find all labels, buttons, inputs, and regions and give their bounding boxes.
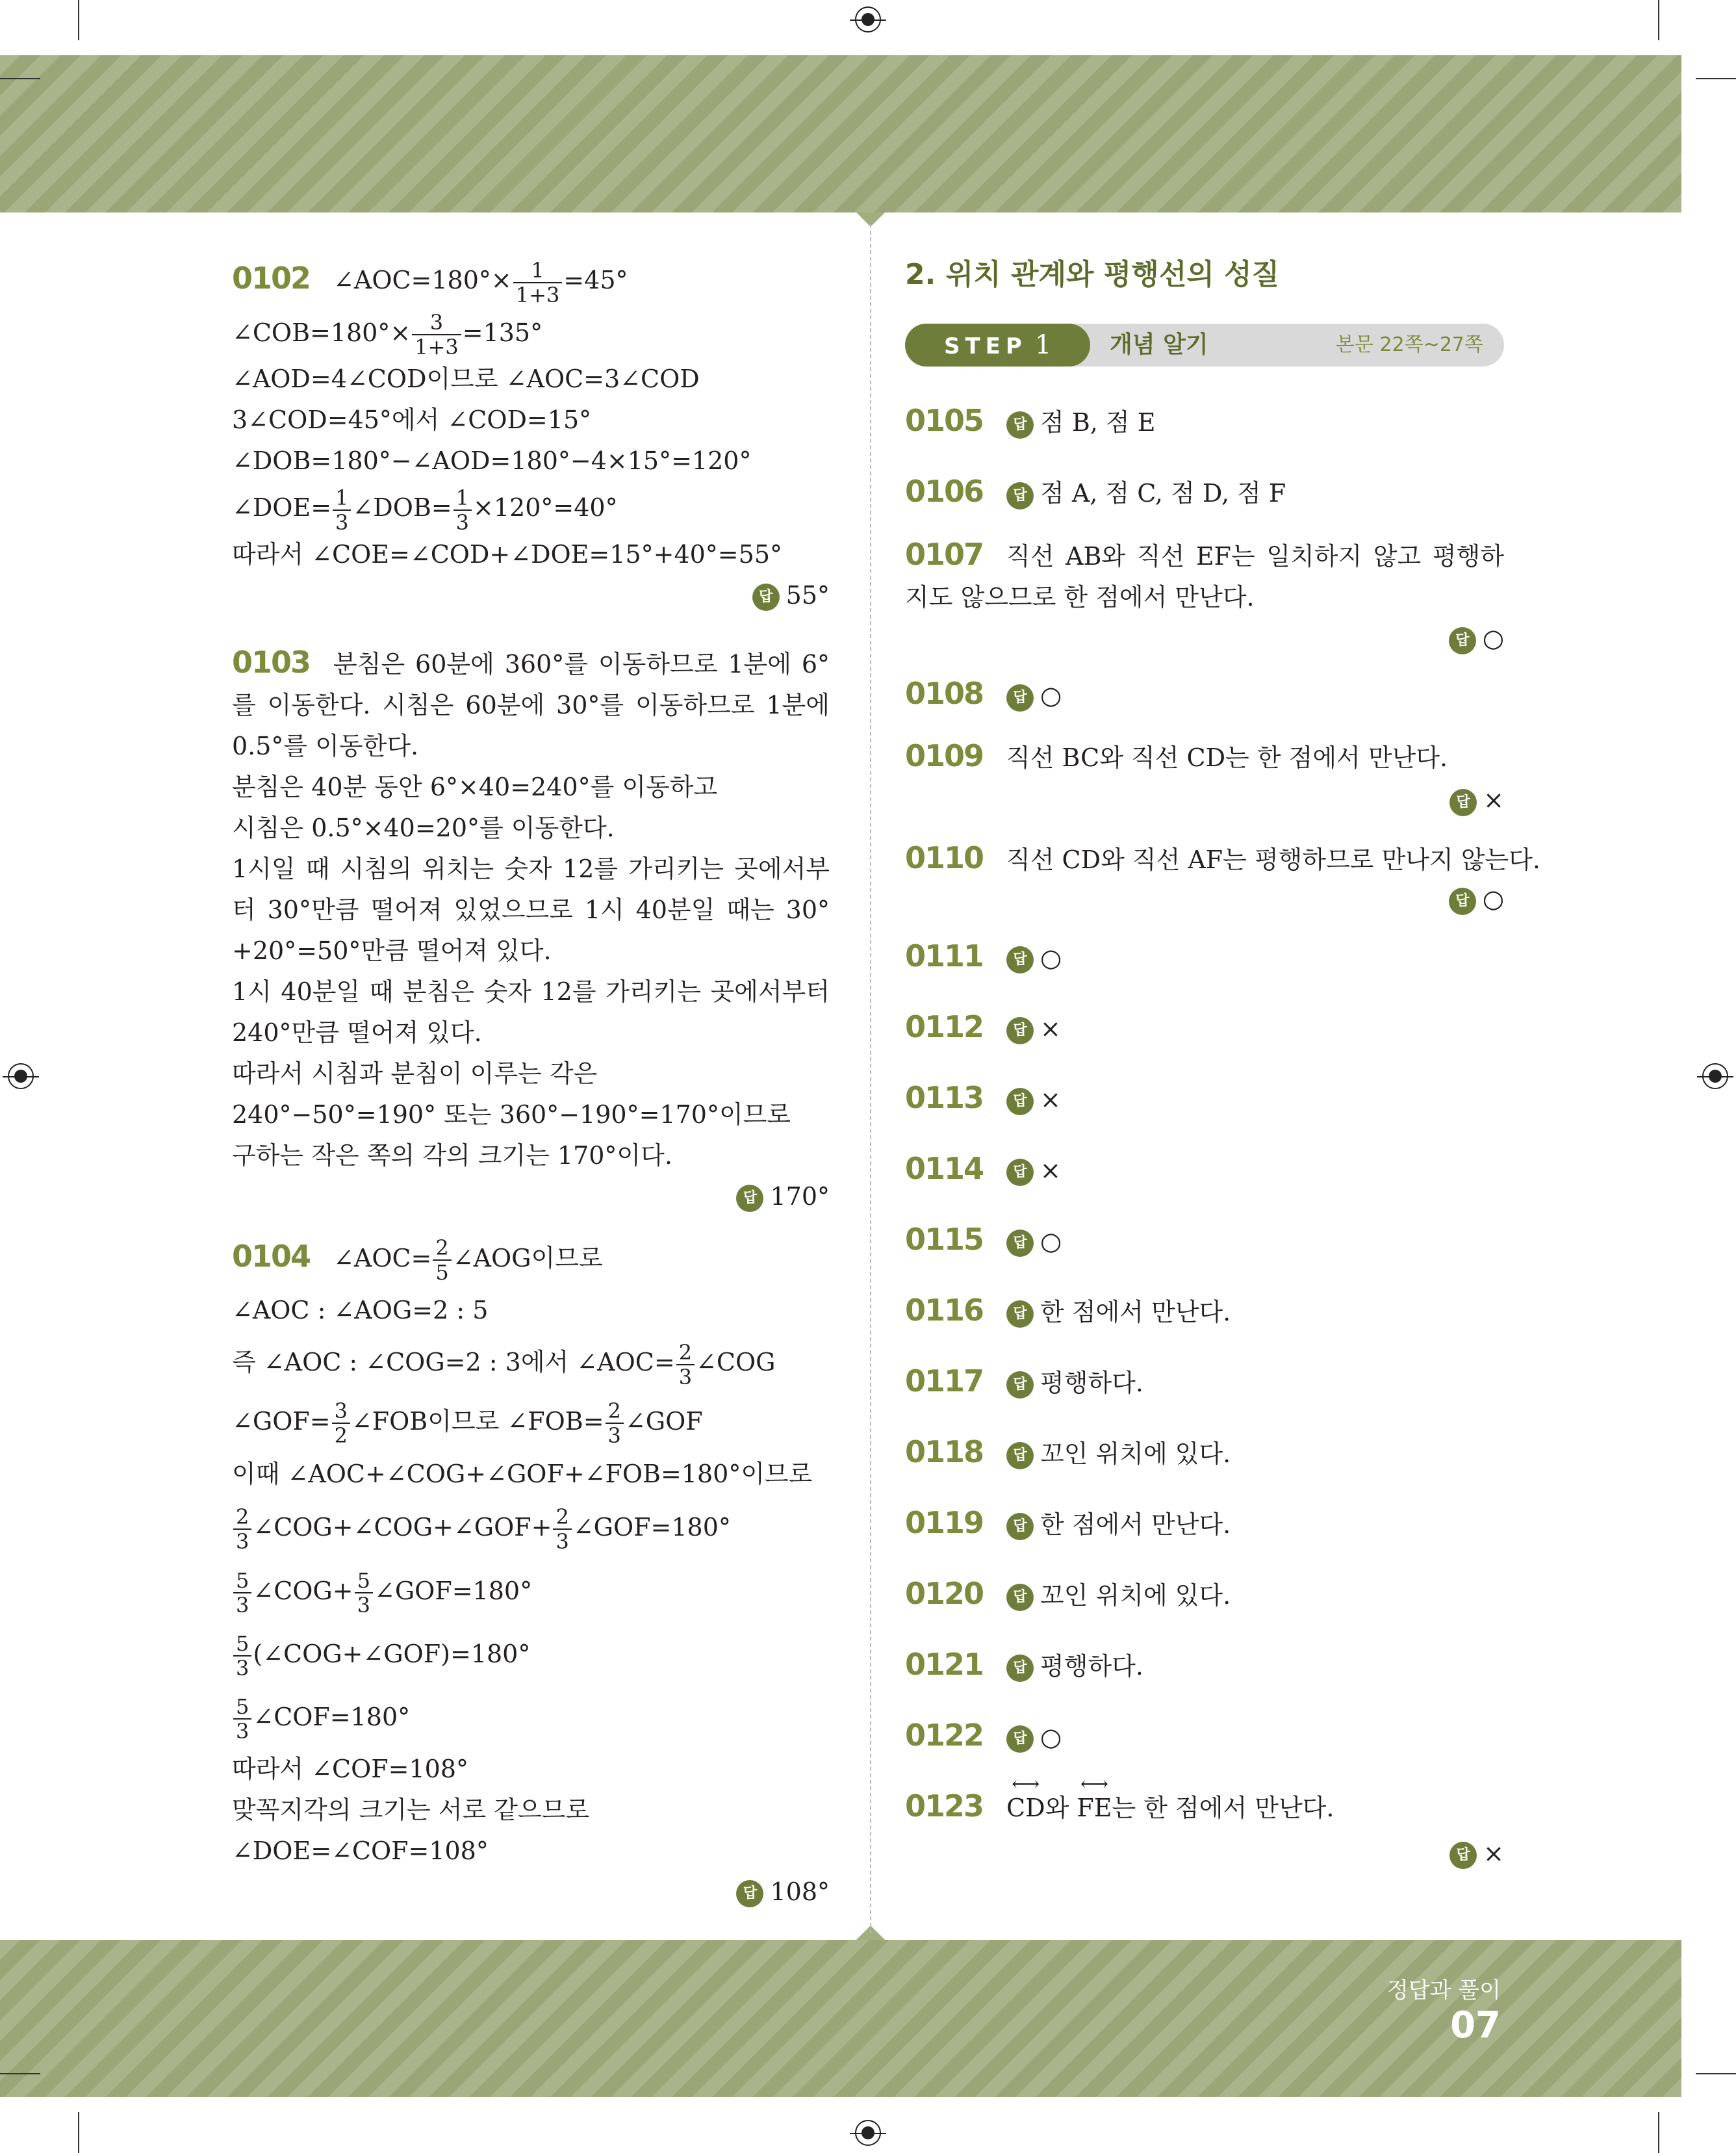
answer-item-0116 bbox=[905, 1276, 1504, 1347]
math-line: 3∠COD=45°에서 ∠COD=15° bbox=[232, 406, 592, 434]
problem-number: 0119 bbox=[905, 1504, 984, 1540]
math-text: ∠GOF bbox=[624, 1406, 703, 1436]
solution-text: 직선 CD와 직선 AF는 평행하므로 만나지 않는다. bbox=[1006, 845, 1540, 874]
answer-text: 점 A, 점 C, 점 D, 점 F bbox=[1040, 479, 1286, 508]
answer-item-0112 bbox=[905, 992, 1504, 1063]
problem-number: 0121 bbox=[905, 1646, 984, 1682]
math-text: ∠COG+ bbox=[253, 1576, 353, 1605]
problem-number: 0114 bbox=[905, 1150, 984, 1186]
answer-text: 평행하다. bbox=[1040, 1651, 1143, 1681]
step-pill bbox=[905, 324, 1090, 367]
answer-badge: 답 bbox=[1006, 1655, 1034, 1682]
step-number: 1 bbox=[1034, 330, 1052, 360]
step-label: STEP bbox=[944, 333, 1027, 359]
answer-badge: 답 bbox=[1449, 1842, 1477, 1869]
answer-text: 꼬인 위치에 있다. bbox=[1040, 1580, 1231, 1610]
answer-line bbox=[905, 1840, 1504, 1870]
answer-badge: 답 bbox=[1006, 1584, 1034, 1611]
problem-0102 bbox=[232, 252, 830, 616]
answer-badge: 답 bbox=[1006, 1300, 1034, 1328]
right-column bbox=[905, 252, 1540, 1869]
math-line: ∠DOE=∠COF=108° bbox=[232, 1836, 489, 1865]
problem-number: 0110 bbox=[905, 840, 984, 875]
answer-item-0122 bbox=[905, 1701, 1504, 1772]
answer-text: × bbox=[1040, 1014, 1061, 1043]
fraction: $\frac{3}{1+3}$ bbox=[412, 311, 461, 359]
answer-item-0109 bbox=[905, 730, 1504, 816]
fraction: $\frac{1}{3}$ bbox=[453, 486, 472, 534]
vector-cd: ⟷ CD bbox=[1006, 1772, 1045, 1840]
answer-item-0120 bbox=[905, 1559, 1504, 1630]
math-text: ∠GOF=180° bbox=[374, 1576, 533, 1605]
problem-number: 0108 bbox=[905, 676, 984, 711]
answer-badge: 답 bbox=[736, 1880, 763, 1907]
problem-number: 0113 bbox=[905, 1079, 984, 1115]
math-text: ∠COG+∠COG+∠GOF+ bbox=[253, 1512, 552, 1541]
solution-text: 1시일 때 시침의 위치는 숫자 12를 가리키는 곳에서부터 30°만큼 떨어져 있었으므로 1시 40분일 때는 30°+20°=50°만큼 떨어져 있다. bbox=[232, 854, 830, 965]
crop-mark bbox=[1658, 2112, 1659, 2153]
answer-text: 108° bbox=[770, 1877, 830, 1906]
fraction: $\frac{2}{3}$ bbox=[233, 1505, 251, 1553]
problem-number: 0104 bbox=[232, 1238, 311, 1274]
answer-badge: 답 bbox=[1006, 1513, 1034, 1540]
answer-item-0105 bbox=[905, 386, 1504, 457]
answer-text: 점 B, 점 E bbox=[1040, 408, 1156, 437]
math-text: 즉 ∠AOC : ∠COG=2 : 3에서 ∠AOC= bbox=[232, 1348, 675, 1376]
math-text: ∠AOG이므로 bbox=[452, 1243, 603, 1272]
registration-mark bbox=[855, 2120, 881, 2146]
solution-text: 분침은 40분 동안 6°×40=240°를 이동하고 bbox=[232, 772, 718, 801]
answer-text: ○ bbox=[1040, 1722, 1062, 1751]
answer-text: 꼬인 위치에 있다. bbox=[1040, 1439, 1231, 1468]
answer-item-0113 bbox=[905, 1063, 1504, 1134]
problem-number: 0115 bbox=[905, 1221, 984, 1257]
crop-mark bbox=[0, 2073, 40, 2074]
answer-item-0108 bbox=[905, 659, 1504, 730]
answer-badge: 답 bbox=[1006, 946, 1034, 973]
crop-mark bbox=[0, 78, 40, 79]
math-line: 따라서 ∠COF=108° bbox=[232, 1754, 469, 1783]
answer-text: × bbox=[1483, 1838, 1504, 1868]
answer-text: ○ bbox=[1482, 624, 1504, 652]
fraction: $\frac{5}{3}$ bbox=[233, 1695, 251, 1743]
fraction: $\frac{2}{3}$ bbox=[606, 1399, 624, 1447]
fraction: $\frac{5}{3}$ bbox=[233, 1632, 251, 1680]
answer-text: 한 점에서 만난다. bbox=[1040, 1297, 1231, 1326]
answer-item-0106 bbox=[905, 457, 1504, 528]
answer-item-0117 bbox=[905, 1347, 1504, 1417]
answer-item-0121 bbox=[905, 1630, 1504, 1701]
answer-item-0107 bbox=[905, 534, 1504, 659]
crop-mark bbox=[78, 2112, 79, 2153]
solution-text: 240°−50°=190° 또는 360°−190°=170°이므로 bbox=[232, 1100, 791, 1129]
answer-text: ○ bbox=[1040, 943, 1062, 972]
answer-text: × bbox=[1483, 786, 1504, 814]
problem-number: 0103 bbox=[232, 644, 311, 680]
problem-number: 0105 bbox=[905, 403, 984, 438]
answer-badge: 답 bbox=[736, 1185, 763, 1212]
registration-mark bbox=[8, 1063, 34, 1089]
section-title: 2. 위치 관계와 평행선의 성질 bbox=[905, 258, 1280, 291]
problem-0103 bbox=[232, 642, 830, 1217]
fraction: $\frac{1}{3}$ bbox=[333, 486, 351, 534]
solution-text: 1시 40분일 때 분침은 숫자 12를 가리키는 곳에서부터 240°만큼 떨어져 있다. bbox=[232, 977, 830, 1047]
problem-number: 0109 bbox=[905, 738, 984, 773]
problem-number: 0102 bbox=[232, 261, 311, 296]
fraction: $\frac{3}{2}$ bbox=[332, 1399, 350, 1447]
problem-number: 0122 bbox=[905, 1717, 984, 1753]
answer-item-0115 bbox=[905, 1205, 1504, 1276]
math-line: ∠AOC : ∠AOG=2 : 5 bbox=[232, 1296, 489, 1324]
math-text: =135° bbox=[462, 318, 543, 347]
problem-0104 bbox=[232, 1230, 830, 1913]
answer-badge: 답 bbox=[1449, 789, 1477, 816]
step-bar bbox=[905, 324, 1504, 367]
answer-badge: 답 bbox=[1006, 1159, 1034, 1186]
math-text: ∠COF=180° bbox=[253, 1702, 411, 1731]
registration-mark bbox=[1702, 1063, 1728, 1089]
solution-text: 는 한 점에서 만난다. bbox=[1112, 1793, 1334, 1822]
step-page-ref: 본문 22쪽~27쪽 bbox=[1336, 333, 1483, 356]
math-text: ∠GOF= bbox=[232, 1406, 331, 1436]
math-text: (∠COG+∠GOF)=180° bbox=[253, 1639, 531, 1668]
fraction: $\frac{1}{1+3}$ bbox=[513, 259, 563, 307]
answer-line bbox=[905, 886, 1504, 915]
answer-line bbox=[232, 1872, 830, 1913]
crop-mark bbox=[1696, 78, 1736, 79]
answer-item-0118 bbox=[905, 1417, 1504, 1488]
math-text: ∠COG bbox=[696, 1348, 776, 1376]
answer-badge: 답 bbox=[1449, 888, 1476, 915]
answer-text: 170° bbox=[770, 1181, 830, 1211]
problem-number: 0120 bbox=[905, 1575, 984, 1611]
answer-item-0119 bbox=[905, 1488, 1504, 1559]
answer-text: ○ bbox=[1482, 884, 1504, 913]
math-text: ∠DOB= bbox=[352, 493, 452, 522]
solution-text: 시침은 0.5°×40=20°를 이동한다. bbox=[232, 813, 615, 842]
fraction: $\frac{2}{5}$ bbox=[433, 1236, 451, 1284]
problem-number: 0117 bbox=[905, 1363, 984, 1399]
answer-badge: 답 bbox=[1006, 411, 1034, 439]
answer-badge: 답 bbox=[752, 584, 780, 611]
problem-number: 0116 bbox=[905, 1292, 984, 1328]
header-band bbox=[0, 55, 1681, 213]
math-text: ∠DOE= bbox=[232, 493, 332, 522]
math-text: ∠FOB이므로 ∠FOB= bbox=[351, 1406, 604, 1436]
answer-item-0110 bbox=[905, 832, 1540, 915]
page-footer bbox=[1332, 1972, 1501, 2046]
solution-text: 분침은 60분에 360°를 이동하므로 1분에 6°를 이동한다. 시침은 60분에 30°를 이동하므로 1분에 0.5°를 이동한다. bbox=[232, 649, 830, 760]
math-text: ∠AOC= bbox=[333, 1243, 432, 1272]
step-title: 개념 알기 bbox=[1110, 331, 1208, 358]
crop-mark bbox=[78, 0, 79, 40]
math-text: ×120°=40° bbox=[473, 493, 618, 522]
math-text: ∠AOC=180°× bbox=[333, 266, 512, 294]
answer-badge: 답 bbox=[1006, 1725, 1034, 1753]
footer-label: 정답과 풀이 bbox=[1386, 1978, 1501, 2004]
vector-fe: ⟷ FE bbox=[1077, 1772, 1112, 1840]
answer-text: × bbox=[1040, 1155, 1061, 1185]
problem-number: 0106 bbox=[905, 474, 984, 509]
fraction: $\frac{2}{3}$ bbox=[676, 1341, 695, 1389]
answer-line bbox=[232, 1176, 830, 1217]
problem-number: 0111 bbox=[905, 938, 984, 973]
answer-item-0114 bbox=[905, 1134, 1504, 1205]
answer-text: ○ bbox=[1040, 1226, 1062, 1256]
math-line: ∠AOD=4∠COD이므로 ∠AOC=3∠COD bbox=[232, 365, 700, 393]
answer-badge: 답 bbox=[1006, 684, 1034, 712]
fraction: $\frac{5}{3}$ bbox=[233, 1569, 251, 1617]
answer-badge: 답 bbox=[1006, 1442, 1034, 1469]
registration-mark bbox=[855, 6, 881, 32]
answer-badge: 답 bbox=[1006, 1230, 1034, 1257]
answer-line bbox=[905, 618, 1504, 659]
solution-text: 와 bbox=[1045, 1793, 1077, 1822]
column-divider bbox=[870, 224, 871, 1933]
problem-number: 0123 bbox=[905, 1788, 984, 1824]
answer-badge: 답 bbox=[1006, 482, 1034, 509]
answer-badge: 답 bbox=[1006, 1371, 1034, 1399]
math-text: ∠COB=180°× bbox=[232, 318, 411, 347]
page-number: 07 bbox=[1450, 2004, 1501, 2046]
solution-text: 따라서 시침과 분침이 이루는 각은 bbox=[232, 1059, 598, 1088]
answer-text: 평행하다. bbox=[1040, 1368, 1143, 1397]
answer-text: × bbox=[1040, 1085, 1061, 1114]
math-line: 따라서 ∠COE=∠COD+∠DOE=15°+40°=55° bbox=[232, 539, 783, 569]
crop-mark bbox=[1658, 0, 1659, 40]
answer-text: ○ bbox=[1040, 681, 1062, 710]
answer-item-0123 bbox=[905, 1772, 1504, 1870]
fraction: $\frac{2}{3}$ bbox=[553, 1505, 571, 1553]
answer-line bbox=[232, 575, 830, 616]
solution-text: 직선 AB와 직선 EF는 일치하지 않고 평행하지도 않으므로 한 점에서 만난다. bbox=[905, 542, 1504, 612]
problem-number: 0118 bbox=[905, 1434, 984, 1469]
fraction: $\frac{5}{3}$ bbox=[355, 1569, 373, 1617]
crop-mark bbox=[1696, 2073, 1736, 2074]
problem-number: 0107 bbox=[905, 537, 984, 572]
math-text: ∠GOF=180° bbox=[572, 1512, 731, 1541]
math-line: 맞꼭지각의 크기는 서로 같으므로 bbox=[232, 1795, 590, 1824]
solution-text: 구하는 작은 쪽의 각의 크기는 170°이다. bbox=[232, 1141, 672, 1170]
answer-line bbox=[905, 784, 1504, 816]
answer-text: 55° bbox=[785, 580, 830, 610]
math-line: 이때 ∠AOC+∠COG+∠GOF+∠FOB=180°이므로 bbox=[232, 1459, 813, 1488]
answer-text: 한 점에서 만난다. bbox=[1040, 1510, 1231, 1539]
answer-badge: 답 bbox=[1006, 1088, 1034, 1115]
math-line: ∠DOB=180°−∠AOD=180°−4×15°=120° bbox=[232, 446, 752, 475]
answer-item-0111 bbox=[905, 922, 1504, 992]
left-column bbox=[232, 252, 830, 1913]
answer-badge: 답 bbox=[1449, 627, 1476, 654]
solution-text: 직선 BC와 직선 CD는 한 점에서 만난다. bbox=[1006, 743, 1448, 772]
answer-badge: 답 bbox=[1006, 1017, 1034, 1044]
problem-number: 0112 bbox=[905, 1009, 984, 1044]
math-text: =45° bbox=[563, 266, 628, 294]
